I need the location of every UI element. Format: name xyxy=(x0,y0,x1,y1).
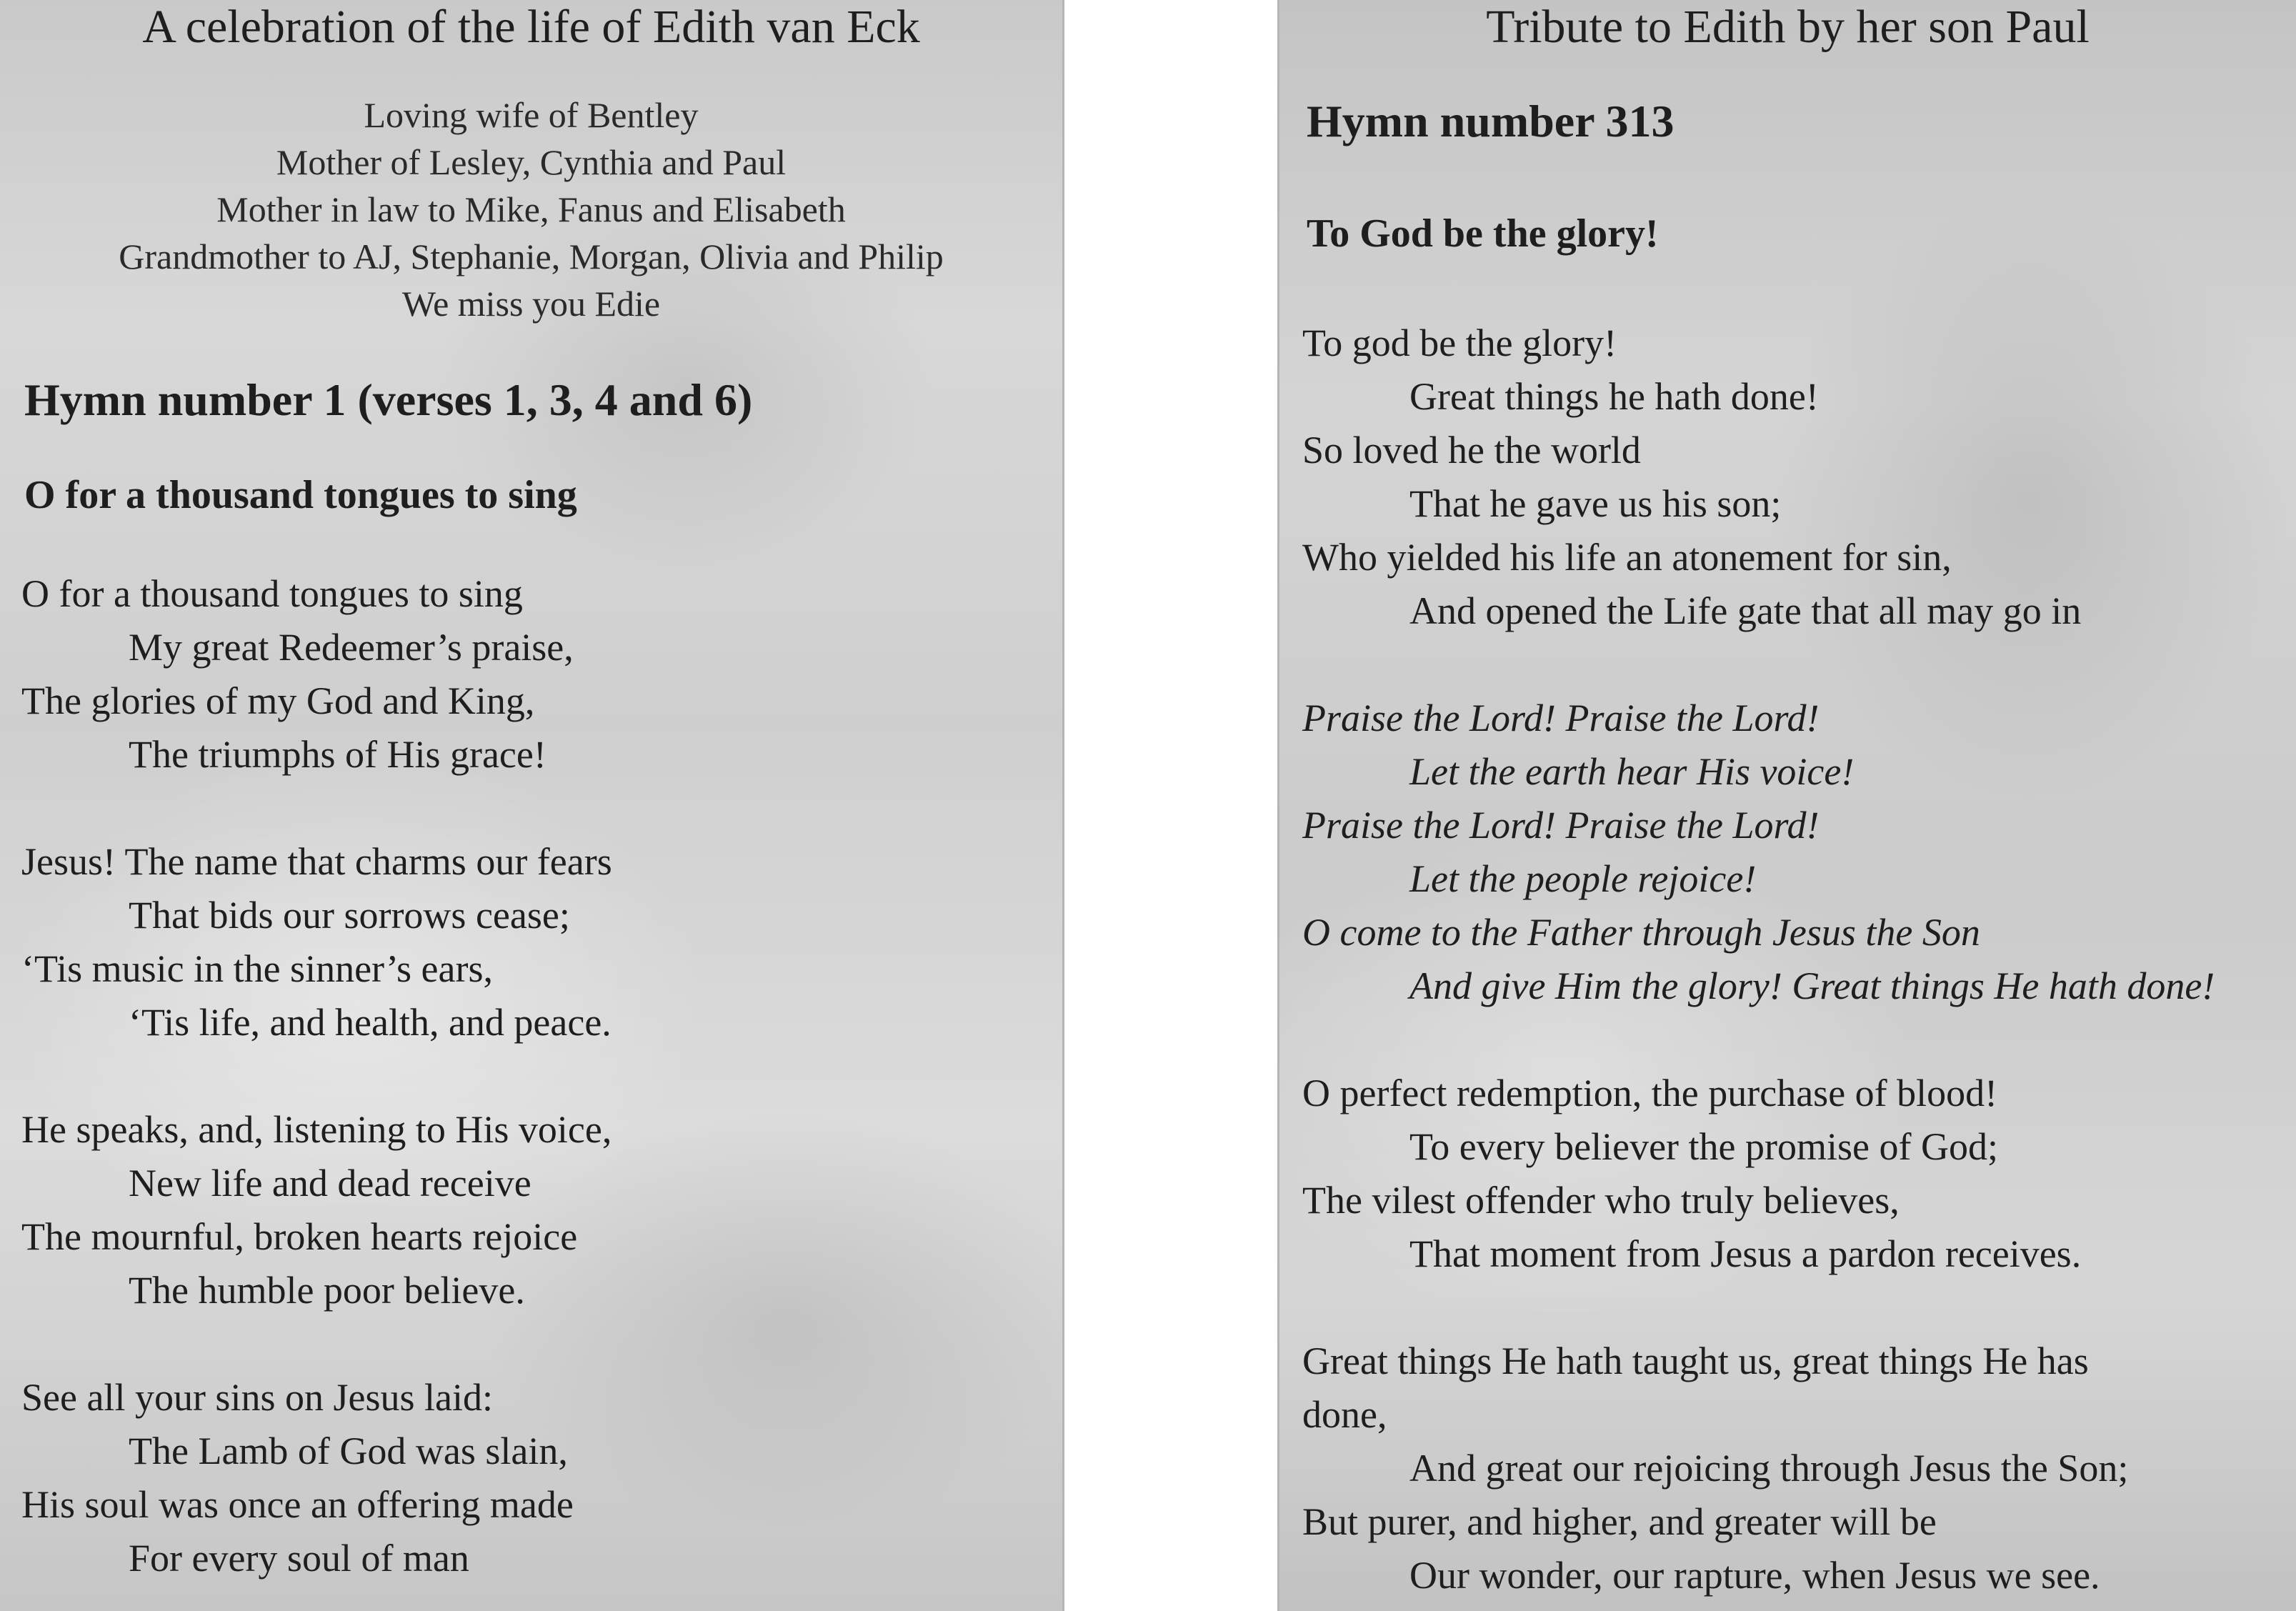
stanza-gap xyxy=(21,1317,612,1371)
stanza-gap xyxy=(1302,1013,2215,1067)
verse-line: The vilest offender who truly believes, xyxy=(1302,1179,1900,1222)
dedication-line: Loving wife of Bentley xyxy=(364,95,699,135)
verse-line: ‘Tis music in the sinner’s ears, xyxy=(21,947,493,990)
chorus-line: Praise the Lord! Praise the Lord! xyxy=(1302,804,1820,847)
verse-line: Great things he hath done! xyxy=(1409,375,1819,418)
hymn-verses xyxy=(1302,316,2215,1602)
hymn-verses xyxy=(21,567,612,1585)
stanza-gap xyxy=(21,782,612,835)
verse-line: Who yielded his life an atonement for sin, xyxy=(1302,536,1952,579)
verse-line: The humble poor believe. xyxy=(129,1269,525,1312)
dedication-line: Mother in law to Mike, Fanus and Elisabeth xyxy=(216,189,846,229)
hymn-subtitle: O for a thousand tongues to sing xyxy=(24,473,577,517)
verse-line: So loved he the world xyxy=(1302,429,1641,472)
verse-line: Great things He hath taught us, great things He has xyxy=(1302,1340,2089,1382)
verse-line: ‘Tis life, and health, and peace. xyxy=(129,1001,612,1044)
verse-line: O for a thousand tongues to sing xyxy=(21,572,523,615)
verse-line: His soul was once an offering made xyxy=(21,1483,574,1526)
dedication-line: We miss you Edie xyxy=(401,284,661,324)
verse-line: The Lamb of God was slain, xyxy=(129,1430,568,1472)
verse-line: But purer, and higher, and greater will be xyxy=(1302,1500,1937,1543)
chorus-line: And give Him the glory! Great things He hath done! xyxy=(1409,964,2215,1007)
dedication xyxy=(0,91,1062,327)
page-title: A celebration of the life of Edith van Eck xyxy=(142,1,920,53)
chorus xyxy=(1302,692,2215,1013)
verse-line: Our wonder, our rapture, when Jesus we see. xyxy=(1409,1554,2100,1597)
verse-line: For every soul of man xyxy=(129,1537,469,1580)
left-page xyxy=(0,0,1064,1611)
dedication-line: Grandmother to AJ, Stephanie, Morgan, Olivia and Philip xyxy=(119,236,944,276)
verse-line: My great Redeemer’s praise, xyxy=(129,626,574,669)
verse-line: The mournful, broken hearts rejoice xyxy=(21,1215,578,1258)
chorus-line: Let the people rejoice! xyxy=(1409,857,1757,900)
page-title: Tribute to Edith by her son Paul xyxy=(1486,1,2090,53)
dedication-line: Mother of Lesley, Cynthia and Paul xyxy=(276,142,787,182)
verse-line: And great our rejoicing through Jesus the Son; xyxy=(1409,1447,2129,1490)
verse-line: The glories of my God and King, xyxy=(21,679,535,722)
verse-line: That he gave us his son; xyxy=(1409,482,1782,525)
verse-line: To god be the glory! xyxy=(1302,321,1617,364)
chorus-line: O come to the Father through Jesus the Son xyxy=(1302,911,1980,954)
chorus-line: Praise the Lord! Praise the Lord! xyxy=(1302,697,1820,739)
hymn-heading: Hymn number 313 xyxy=(1307,96,1674,146)
stanza-gap xyxy=(1302,638,2215,692)
verse-line: He speaks, and, listening to His voice, xyxy=(21,1108,612,1151)
verse-line: The triumphs of His grace! xyxy=(129,733,546,776)
verse-line: See all your sins on Jesus laid: xyxy=(21,1376,493,1419)
stanza-gap xyxy=(21,1049,612,1103)
verse-line: O perfect redemption, the purchase of blood! xyxy=(1302,1072,1998,1114)
verse-line: To every believer the promise of God; xyxy=(1409,1125,1998,1168)
hymn-heading: Hymn number 1 (verses 1, 3, 4 and 6) xyxy=(24,374,753,425)
verse-line: done, xyxy=(1302,1393,1387,1436)
verse-line: New life and dead receive xyxy=(129,1162,531,1204)
stanza-gap xyxy=(1302,1281,2215,1335)
verse-line: That bids our sorrows cease; xyxy=(129,894,570,937)
hymn-subtitle: To God be the glory! xyxy=(1307,211,1659,256)
verse-line: And opened the Life gate that all may go in xyxy=(1409,589,2082,632)
verse-line: Jesus! The name that charms our fears xyxy=(21,840,612,883)
right-page xyxy=(1277,0,2296,1611)
chorus-line: Let the earth hear His voice! xyxy=(1409,750,1855,793)
verse-line: That moment from Jesus a pardon receives. xyxy=(1409,1232,2082,1275)
page-gutter xyxy=(1064,0,1277,1611)
